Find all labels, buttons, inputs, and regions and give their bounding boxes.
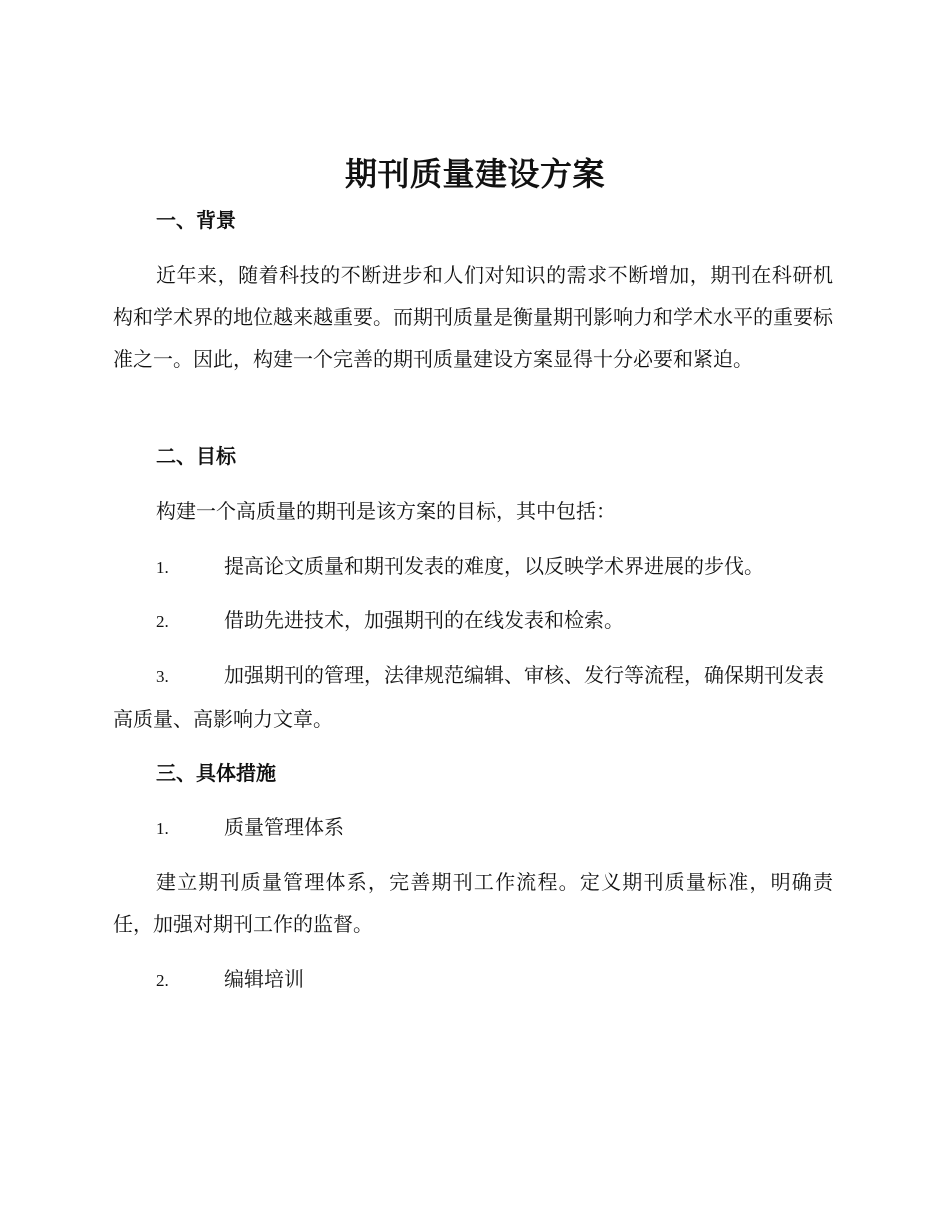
list-item-text: 提高论文质量和期刊发表的难度，以反映学术界进展的步伐。 [224,554,764,578]
goal-list-item [113,654,833,740]
list-number: 2. [156,612,169,631]
goal-list-item [113,545,833,589]
list-number: 1. [156,558,169,577]
measure-subheading [113,806,833,850]
background-paragraph: 近年来，随着科技的不断进步和人们对知识的需求不断增加，期刊在科研机构和学术界的地位越来越重要。而期刊质量是衡量期刊影响力和学术水平的重要标准之一。因此，构建一个完善的期刊质量建设方案显得十分必要和紧迫。 [113,263,833,371]
quality-management-paragraph: 建立期刊质量管理体系，完善期刊工作流程。定义期刊质量标准，明确责任，加强对期刊工作的监督。 [113,870,833,936]
list-item-text: 加强期刊的管理，法律规范编辑、审核、发行等流程，确保期刊发表高质量、高影响力文章。 [113,663,824,731]
list-number: 3. [156,667,169,686]
section-heading-measures: 三、具体措施 [156,761,276,785]
list-item-text: 借助先进技术，加强期刊的在线发表和检索。 [224,608,624,632]
measure-subheading [113,958,833,1002]
goals-intro-paragraph: 构建一个高质量的期刊是该方案的目标，其中包括： [156,499,616,523]
section-heading-goals: 二、目标 [156,444,236,468]
goal-list-item [113,599,833,643]
subheading-text: 编辑培训 [224,967,304,991]
section-heading-background: 一、背景 [156,208,236,232]
document-title: 期刊质量建设方案 [344,155,605,193]
list-number: 1. [156,819,169,838]
list-number: 2. [156,971,169,990]
subheading-text: 质量管理体系 [224,815,344,839]
